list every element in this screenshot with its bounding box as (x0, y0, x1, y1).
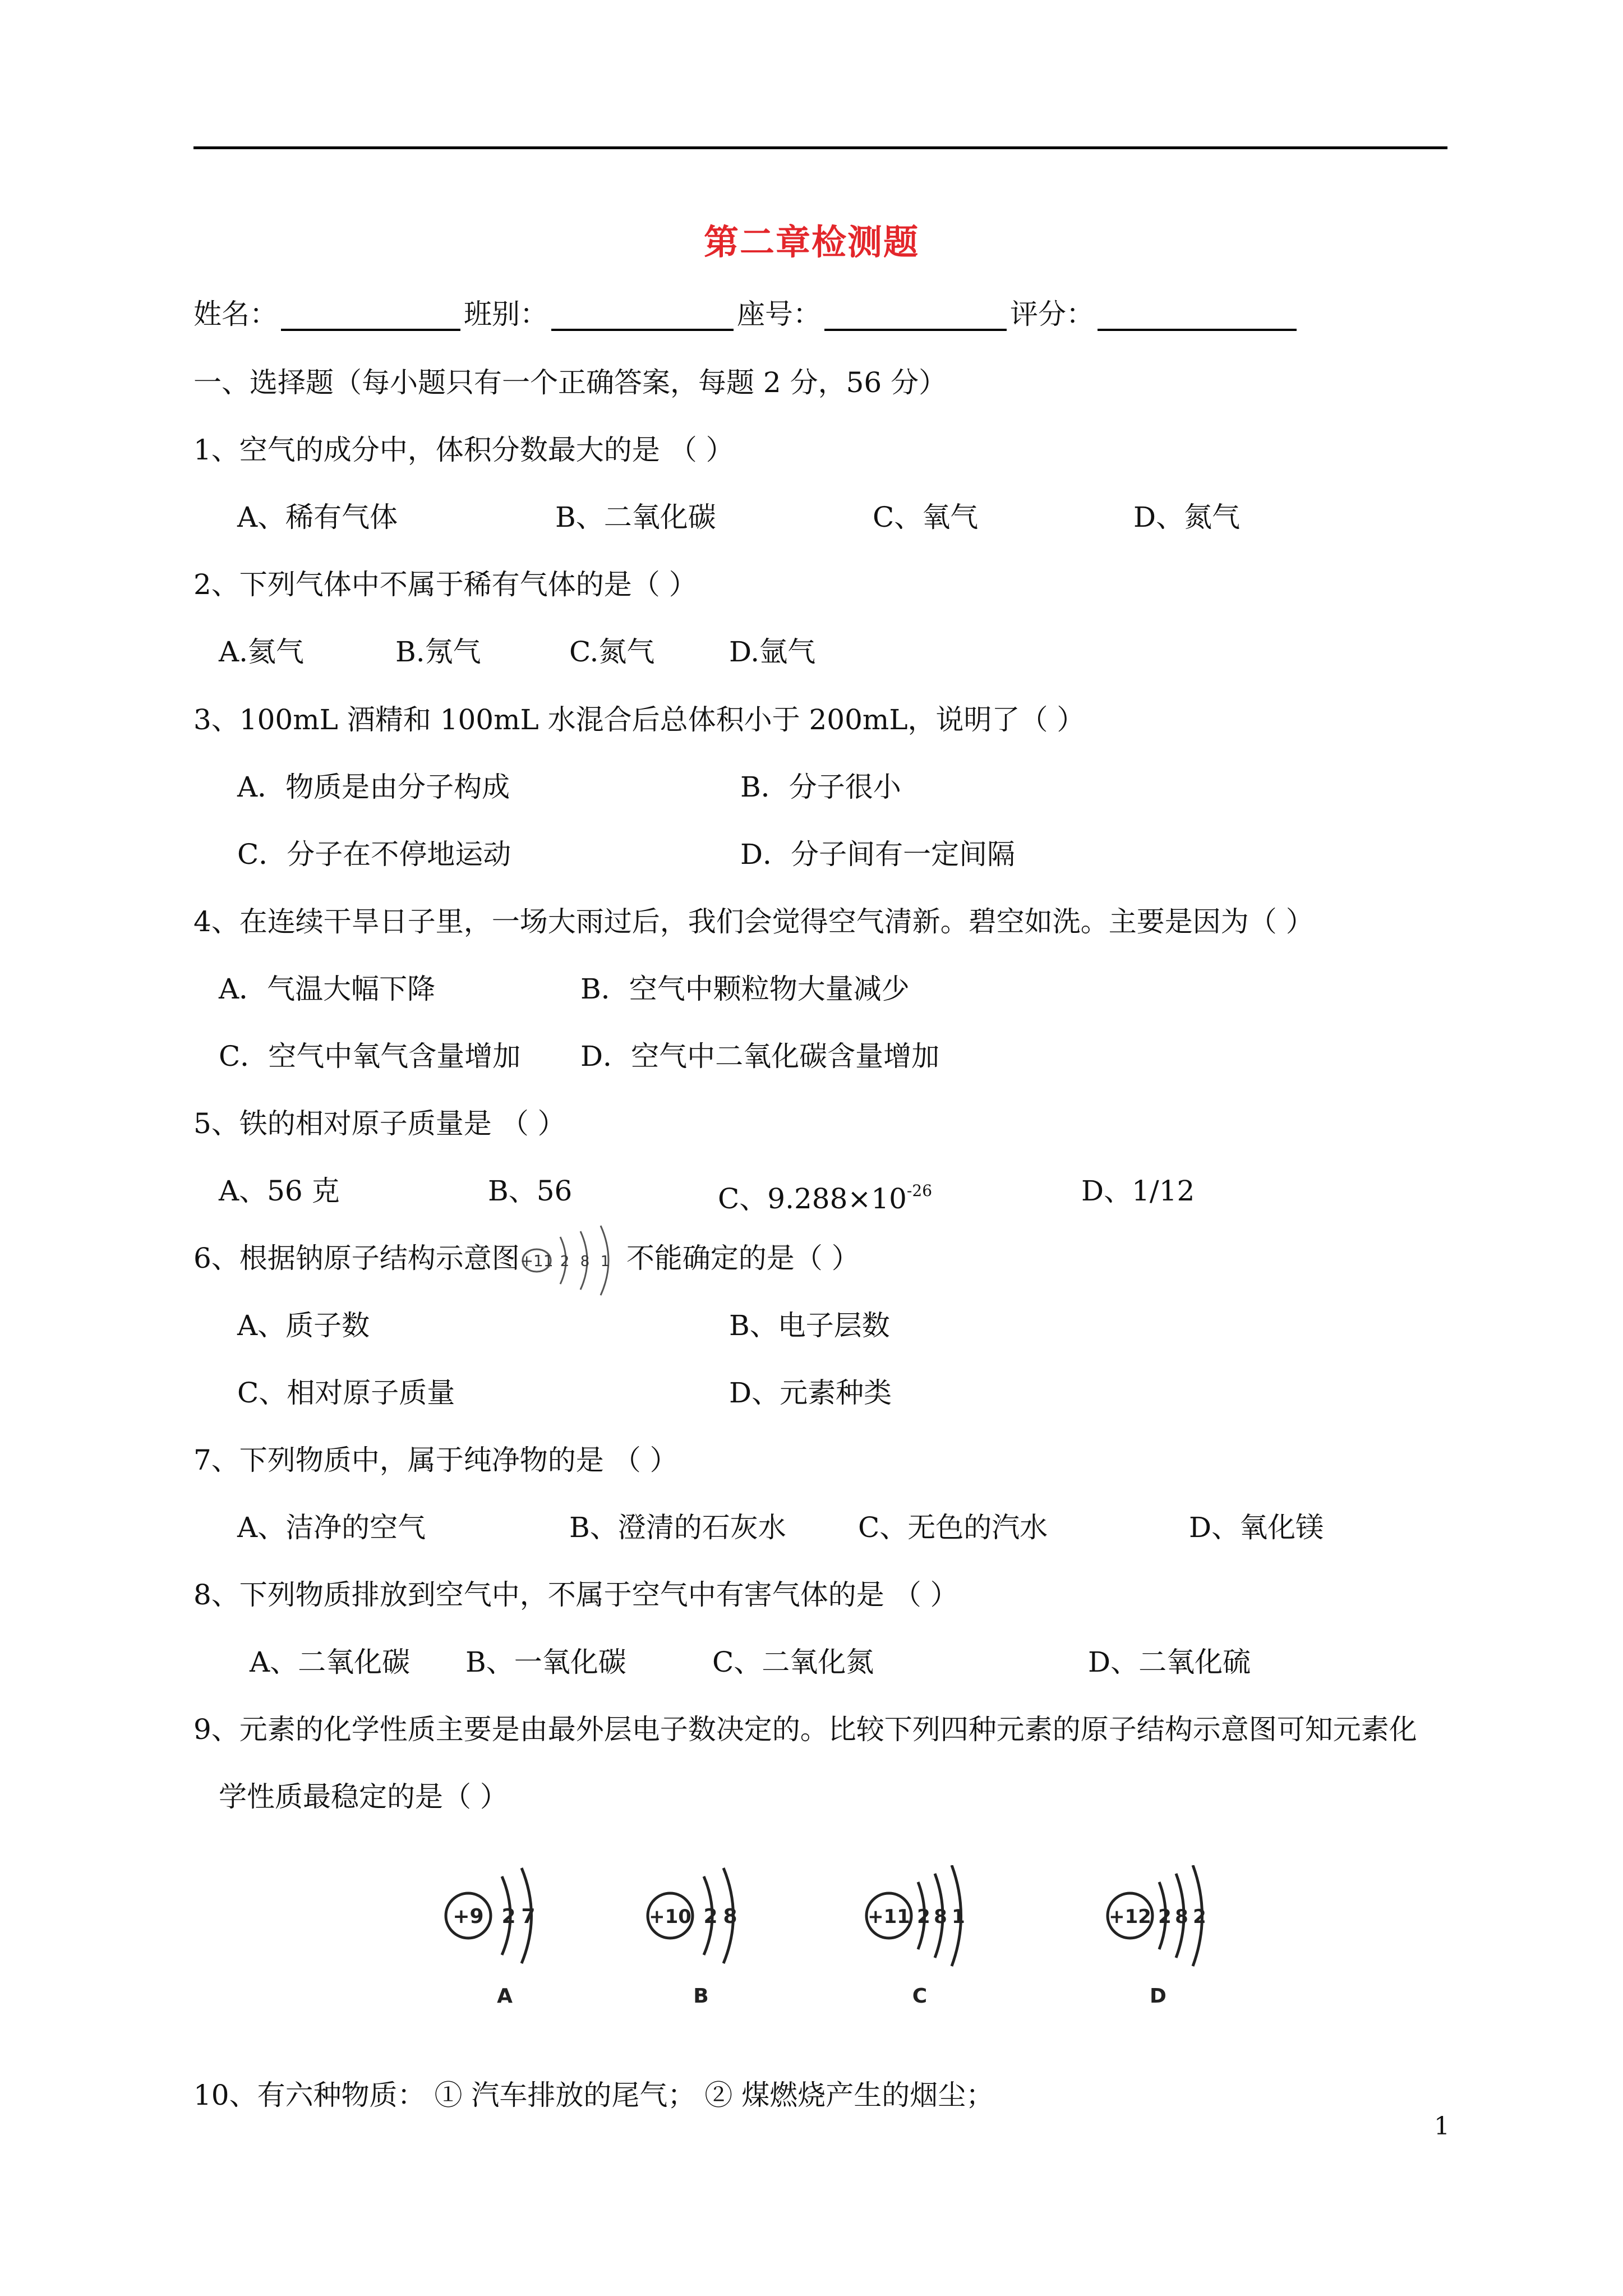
q6-option-c[interactable]: C、相对原子质量 (237, 1377, 455, 1409)
atom-b-shell-1: 2 (703, 1905, 718, 1928)
question-8-stem: 8、下列物质排放到空气中，不属于空气中有害气体的是 （ ） (193, 1579, 958, 1611)
q6-option-d[interactable]: D、元素种类 (729, 1377, 892, 1409)
atom-a-diagram (446, 1868, 536, 2008)
question-9-stem-line-2: 学性质最稳定的是（ ） (219, 1780, 508, 1813)
atom-d-shell-3: 2 (1193, 1906, 1206, 1928)
class-field[interactable] (551, 300, 734, 331)
atom-c-diagram (866, 1865, 965, 2008)
q7-option-c[interactable]: C、无色的汽水 (858, 1511, 1048, 1544)
q7-option-a[interactable]: A、洁净的空气 (237, 1511, 426, 1544)
atom-a-shell-1: 2 (501, 1905, 516, 1928)
atom-a-label: A (497, 1985, 513, 2008)
q3-option-c[interactable]: C．分子在不停地运动 (237, 838, 511, 871)
q8-option-c[interactable]: C、二氧化氮 (712, 1646, 874, 1678)
question-10-stem: 10、有六种物质： ① 汽车排放的尾气； ② 煤燃烧产生的烟尘； (193, 2079, 994, 2111)
question-9-stem-line-1: 9、元素的化学性质主要是由最外层电子数决定的。比较下列四种元素的原子结构示意图可知元素化 (193, 1713, 1417, 1746)
score-field[interactable] (1098, 300, 1297, 331)
atom-a-nucleus: +9 (453, 1905, 484, 1928)
atom-c-shell-1: 2 (917, 1906, 930, 1928)
question-1-stem: 1、空气的成分中，体积分数最大的是 （ ） (193, 434, 734, 466)
atom-c-shell-3: 1 (952, 1906, 965, 1928)
atom-d-label: D (1150, 1985, 1166, 2008)
atom-b-label: B (693, 1985, 709, 2008)
q6-shell-1: 2 (560, 1253, 570, 1270)
q6-stem-part-1: 6、根据钠原子结构示意图 (193, 1242, 520, 1274)
class-label: 班别： (464, 298, 548, 330)
q8-option-a[interactable]: A、二氧化碳 (250, 1646, 411, 1678)
q2-option-c[interactable]: C.氮气 (569, 636, 655, 668)
q7-option-b[interactable]: B、澄清的石灰水 (569, 1511, 786, 1544)
name-field[interactable] (281, 300, 460, 331)
student-info-line (193, 297, 1300, 331)
section-heading: 一、选择题（每小题只有一个正确答案，每题 2 分，56 分） (193, 366, 947, 399)
atom-d-shell-1: 2 (1158, 1906, 1172, 1928)
score-label: 评分： (1010, 298, 1094, 330)
q1-option-c[interactable]: C、氧气 (873, 501, 979, 533)
header-rule (193, 146, 1447, 149)
question-4-stem: 4、在连续干旱日子里，一场大雨过后，我们会觉得空气清新。碧空如洗。主要是因为（ ） (193, 905, 1314, 938)
atom-c-shell-2: 8 (934, 1906, 947, 1928)
q3-option-b[interactable]: B．分子很小 (740, 771, 901, 803)
atom-b-nucleus: +10 (649, 1906, 691, 1928)
q6-shell-3: 1 (600, 1253, 610, 1270)
q4-option-c[interactable]: C．空气中氧气含量增加 (219, 1040, 521, 1073)
q4-option-d[interactable]: D．空气中二氧化碳含量增加 (580, 1040, 940, 1073)
question-5-stem: 5、铁的相对原子质量是 （ ） (193, 1107, 566, 1140)
q5-option-d[interactable]: D、1/12 (1081, 1175, 1195, 1207)
q4-option-b[interactable]: B．空气中颗粒物大量减少 (580, 973, 910, 1005)
q8-option-d[interactable]: D、二氧化硫 (1088, 1646, 1251, 1678)
q5-option-c-text: C、9.288×10 (718, 1182, 907, 1215)
q6-option-b[interactable]: B、电子层数 (729, 1309, 890, 1342)
q6-shell-2: 8 (580, 1253, 590, 1270)
q8-option-b[interactable]: B、一氧化碳 (465, 1646, 626, 1678)
atom-d-nucleus: +12 (1109, 1906, 1151, 1928)
question-7-stem: 7、下列物质中，属于纯净物的是 （ ） (193, 1444, 678, 1476)
question-6-stem (193, 1241, 860, 1277)
atom-b-diagram (648, 1868, 737, 2008)
q1-option-d[interactable]: D、氮气 (1133, 501, 1241, 533)
q7-option-d[interactable]: D、氧化镁 (1189, 1511, 1324, 1544)
atom-diagrams (443, 1865, 1239, 2011)
q3-option-d[interactable]: D．分子间有一定间隔 (740, 838, 1016, 871)
seat-field[interactable] (824, 300, 1007, 331)
q1-option-a[interactable]: A、稀有气体 (237, 501, 398, 533)
q4-option-a[interactable]: A．气温大幅下降 (219, 973, 436, 1005)
atom-c-nucleus: +11 (868, 1906, 910, 1928)
q5-option-c[interactable] (718, 1174, 932, 1216)
q2-option-a[interactable]: A.氦气 (219, 636, 305, 668)
page-title: 第二章检测题 (703, 222, 919, 263)
q5-exponent: -26 (906, 1181, 933, 1200)
atom-d-diagram (1108, 1865, 1206, 2008)
question-2-stem: 2、下列气体中不属于稀有气体的是（ ） (193, 568, 697, 601)
seat-label: 座号： (737, 298, 821, 330)
q5-option-b[interactable]: B、56 (488, 1175, 573, 1207)
name-label: 姓名： (193, 298, 278, 330)
question-3-stem: 3、100mL 酒精和 100mL 水混合后总体积小于 200mL，说明了（ ） (193, 703, 1085, 736)
q2-option-b[interactable]: B.氖气 (395, 636, 481, 668)
q2-option-d[interactable]: D.氩气 (729, 636, 816, 668)
q6-nucleus: +11 (520, 1251, 554, 1270)
q1-option-b[interactable]: B、二氧化碳 (555, 501, 716, 533)
atom-a-shell-2: 7 (521, 1905, 536, 1928)
q3-option-a[interactable]: A．物质是由分子构成 (237, 771, 510, 803)
sodium-atom-diagram (520, 1244, 626, 1277)
page-number: 1 (1434, 2112, 1450, 2141)
q6-stem-part-2: 不能确定的是（ ） (626, 1242, 860, 1274)
q5-option-a[interactable]: A、56 克 (219, 1175, 340, 1207)
atom-d-shell-2: 8 (1175, 1906, 1188, 1928)
q6-option-a[interactable]: A、质子数 (237, 1309, 370, 1342)
atom-c-label: C (912, 1985, 928, 2008)
atom-b-shell-2: 8 (723, 1905, 737, 1928)
